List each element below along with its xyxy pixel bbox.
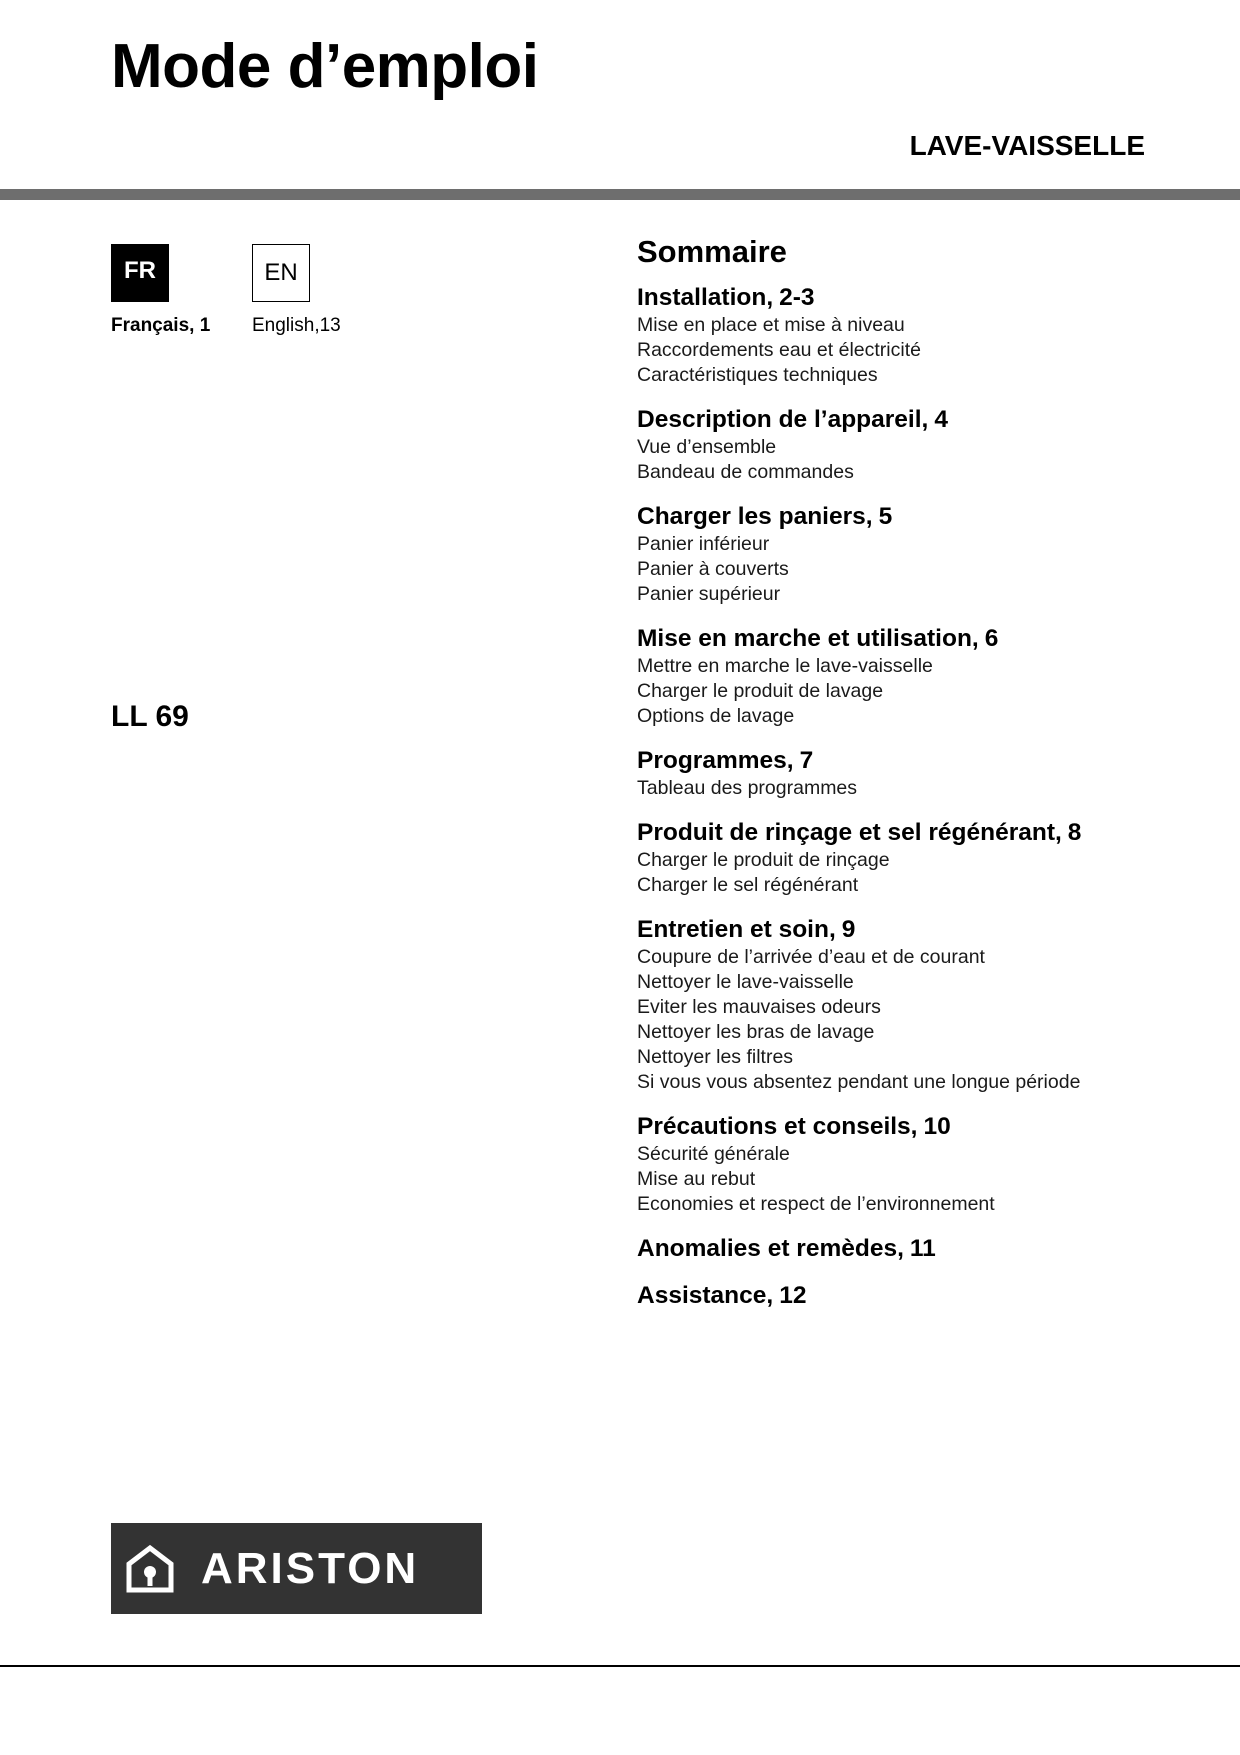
toc-section	[637, 746, 1197, 801]
toc-subitem: Caractéristiques techniques	[637, 364, 878, 386]
toc-subitem: Panier à couverts	[637, 558, 789, 580]
product-category: LAVE-VAISSELLE	[909, 130, 1145, 161]
toc-subitem: Nettoyer les bras de lavage	[637, 1021, 875, 1043]
toc-subitem: Options de lavage	[637, 705, 795, 727]
toc-section-title[interactable]	[637, 915, 1197, 945]
toc-section-title[interactable]	[637, 1112, 1197, 1142]
toc-section-title[interactable]	[637, 1234, 1197, 1264]
toc-title-text: Description de l’appareil,	[637, 406, 929, 433]
toc-subitem: Coupure de l’arrivée d’eau et de courant	[637, 946, 985, 968]
house-icon	[125, 1544, 175, 1594]
language-label-fr: Français, 1	[111, 315, 211, 336]
toc-section	[637, 283, 1197, 388]
toc-page-number: 11	[909, 1235, 936, 1262]
toc-title-text: Précautions et conseils,	[637, 1113, 918, 1140]
toc-heading: Sommaire	[637, 234, 787, 269]
toc-title-text: Installation,	[637, 284, 774, 311]
toc-section	[637, 1112, 1197, 1217]
toc-subitem: Nettoyer les filtres	[637, 1046, 794, 1068]
toc-subitem: Bandeau de commandes	[637, 461, 854, 483]
table-of-contents	[637, 234, 1197, 1328]
footer-rule	[0, 1665, 1240, 1667]
toc-page-number: 12	[779, 1282, 807, 1309]
toc-subitem: Mise en place et mise à niveau	[637, 314, 905, 336]
toc-title-text: Mise en marche et utilisation,	[637, 625, 979, 652]
toc-page-number: 8	[1067, 819, 1082, 846]
toc-subitem: Charger le produit de rinçage	[637, 849, 890, 871]
document-title: Mode d’emploi	[111, 32, 539, 101]
toc-subitem: Eviter les mauvaises odeurs	[637, 996, 881, 1018]
toc-page-number: 2-3	[779, 284, 815, 311]
toc-title-text: Anomalies et remèdes,	[637, 1235, 904, 1262]
toc-page-number: 6	[984, 625, 999, 652]
toc-page-number: 5	[878, 503, 893, 530]
toc-section-title[interactable]	[637, 746, 1197, 776]
toc-subitem: Mise au rebut	[637, 1168, 756, 1190]
toc-subitem: Panier inférieur	[637, 533, 770, 555]
toc-title-text: Programmes,	[637, 747, 794, 774]
toc-section-title[interactable]	[637, 502, 1197, 532]
toc-section-title[interactable]	[637, 818, 1197, 848]
toc-subitem: Nettoyer le lave-vaisselle	[637, 971, 854, 993]
brand-name: ARISTON	[201, 1543, 420, 1593]
toc-subitem: Economies et respect de l’environnement	[637, 1193, 995, 1215]
model-number: LL 69	[111, 700, 189, 733]
toc-section	[637, 1234, 1197, 1264]
header-rule	[0, 189, 1240, 200]
toc-subitem: Tableau des programmes	[637, 777, 858, 799]
toc-subitem: Sécurité générale	[637, 1143, 790, 1165]
toc-section	[637, 1281, 1197, 1311]
language-badge-en[interactable]: EN	[252, 244, 310, 302]
toc-subitem: Vue d’ensemble	[637, 436, 777, 458]
toc-subitem: Charger le produit de lavage	[637, 680, 884, 702]
toc-section-title[interactable]	[637, 283, 1197, 313]
toc-section-title[interactable]	[637, 1281, 1197, 1311]
toc-page-number: 9	[841, 916, 856, 943]
toc-section	[637, 624, 1197, 729]
toc-title-text: Charger les paniers,	[637, 503, 873, 530]
toc-section-title[interactable]	[637, 624, 1197, 654]
toc-page-number: 10	[923, 1113, 951, 1140]
language-badge-fr[interactable]: FR	[111, 244, 169, 302]
toc-page-number: 7	[799, 747, 814, 774]
toc-title-text: Entretien et soin,	[637, 916, 836, 943]
toc-subitem: Mettre en marche le lave-vaisselle	[637, 655, 933, 677]
toc-section	[637, 915, 1197, 1095]
toc-section	[637, 502, 1197, 607]
toc-title-text: Produit de rinçage et sel régénérant,	[637, 819, 1062, 846]
toc-section	[637, 818, 1197, 898]
toc-section	[637, 405, 1197, 485]
toc-subitem: Panier supérieur	[637, 583, 781, 605]
toc-subitem: Charger le sel régénérant	[637, 874, 859, 896]
ariston-logo	[111, 1523, 482, 1614]
toc-subitem: Raccordements eau et électricité	[637, 339, 921, 361]
toc-sections	[637, 283, 1197, 1311]
toc-section-title[interactable]	[637, 405, 1197, 435]
language-label-en: English,13	[252, 315, 341, 336]
toc-subitem: Si vous vous absentez pendant une longue période	[637, 1071, 1081, 1093]
toc-page-number: 4	[934, 406, 948, 433]
toc-title-text: Assistance,	[637, 1282, 774, 1309]
